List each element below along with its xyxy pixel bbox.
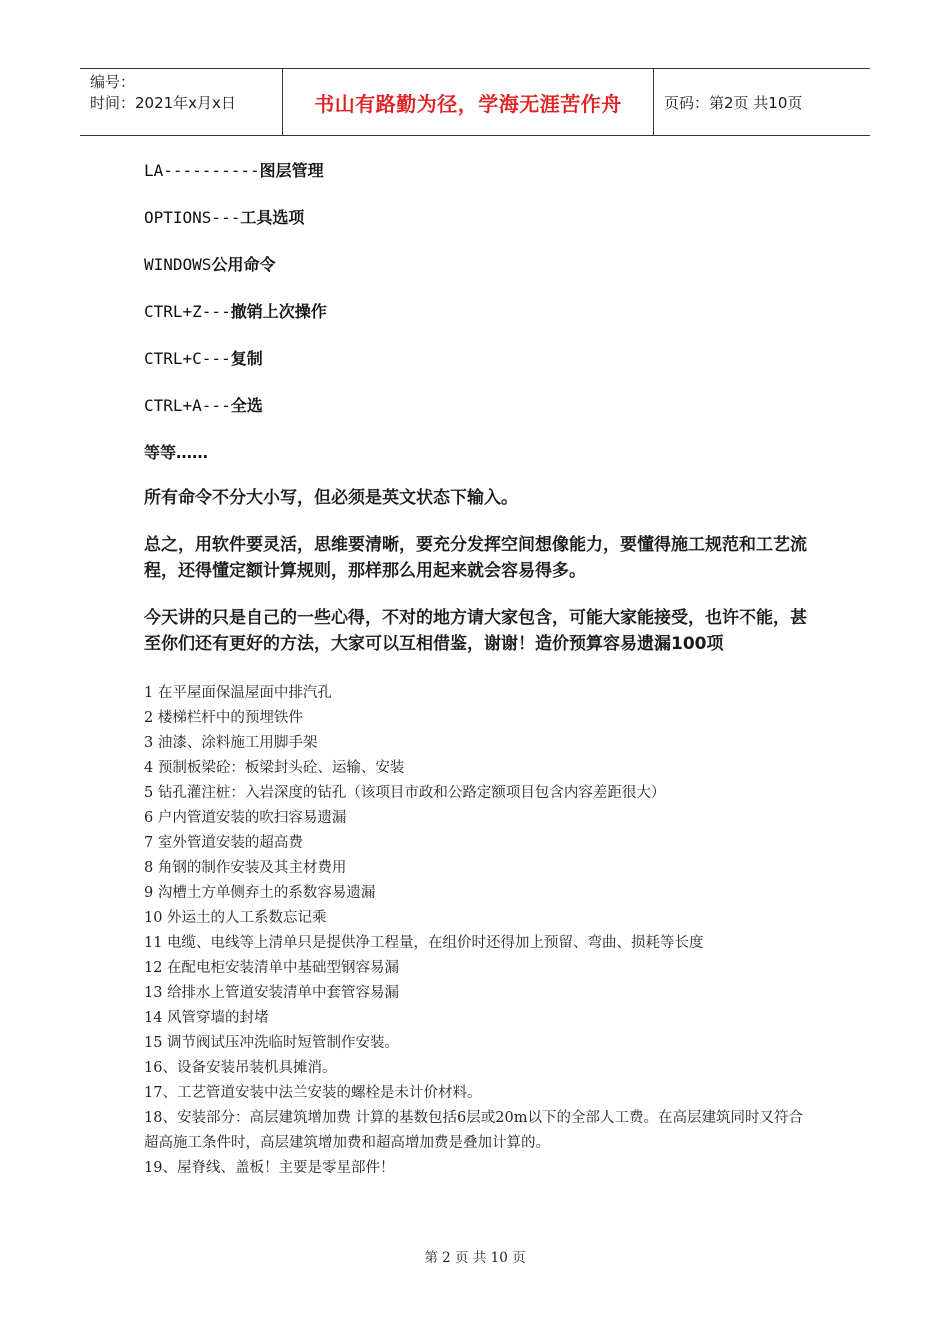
list-item: 13 给排水上管道安装清单中套管容易漏	[144, 985, 400, 1001]
command-code: CTRL+C---	[144, 349, 231, 368]
header-page-label: 页码：第2页 共10页	[664, 93, 803, 112]
etc-text: 等等……	[144, 443, 209, 462]
list-item: 19、屋脊线、盖板！主要是零星部件！	[144, 1160, 395, 1176]
command-desc: 工具选项	[240, 208, 305, 227]
paragraph-case-note: 所有命令不分大小写，但必须是英文状态下输入。	[144, 488, 518, 508]
command-code: CTRL+A---	[144, 396, 231, 415]
list-item: 18、安装部分：高层建筑增加费 计算的基数包括6层或20m以下的全部人工费。在高层建筑同时又符合超高施工条件时，高层建筑增加费和超高增加费是叠加计算的。	[144, 1110, 803, 1151]
header-motto: 书山有路勤为径，学海无涯苦作舟	[282, 69, 654, 135]
command-code: CTRL+Z---	[144, 302, 231, 321]
command-line	[144, 203, 814, 250]
list-item: 11 电缆、电线等上清单只是提供净工程量，在组价时还得加上预留、弯曲、损耗等长度	[144, 935, 704, 951]
command-code: OPTIONS---	[144, 208, 241, 227]
list-item: 4 预制板梁砼：板梁封头砼、运输、安装	[144, 760, 405, 776]
list-item: 10 外运土的人工系数忘记乘	[144, 910, 327, 926]
command-desc: 复制	[230, 349, 263, 368]
list-item: 1 在平屋面保温屋面中排汽孔	[144, 685, 332, 701]
paragraph-summary: 总之，用软件要灵活，思维要清晰，要充分发挥空间想像能力，要懂得施工规范和工艺流程，还得懂定额计算规则，那样那么用起来就会容易得多。	[144, 535, 807, 581]
command-desc: 撤销上次操作	[230, 302, 327, 321]
list-item: 7 室外管道安装的超高费	[144, 835, 303, 851]
command-desc: 图层管理	[259, 161, 324, 180]
command-line	[144, 344, 814, 391]
document-date-label: 时间：2021年x月x日	[90, 94, 236, 112]
command-desc: 全选	[230, 396, 263, 415]
header-table	[80, 68, 870, 136]
command-line	[144, 250, 814, 297]
list-item: 6 户内管道安装的吹扫容易遗漏	[144, 810, 347, 826]
list-item: 14 风管穿墙的封堵	[144, 1010, 269, 1026]
command-line	[144, 297, 814, 344]
command-desc: 公用命令	[211, 255, 276, 274]
paragraph-closing: 今天讲的只是自己的一些心得，不对的地方请大家包含，可能大家能接受，也许不能，甚至你们还有更好的方法，大家可以互相借鉴，谢谢！造价预算容易遗漏100项	[144, 608, 807, 654]
command-line	[144, 391, 814, 438]
list-item: 17、工艺管道安装中法兰安装的螺栓是未计价材料。	[144, 1085, 482, 1101]
list-item: 15 调节阀试压冲洗临时短管制作安装。	[144, 1035, 400, 1051]
command-line	[144, 156, 814, 203]
list-item: 16、设备安装吊装机具摊消。	[144, 1060, 337, 1076]
list-item: 2 楼梯栏杆中的预埋铁件	[144, 710, 303, 726]
omission-list	[144, 681, 814, 1181]
command-code: LA----------	[144, 161, 260, 180]
list-item: 8 角钢的制作安装及其主材费用	[144, 860, 347, 876]
page-footer: 第 2 页 共 10 页	[424, 1250, 526, 1266]
header-left-cell	[80, 69, 282, 135]
page-content	[144, 156, 814, 1181]
document-number-label: 编号：	[90, 73, 136, 91]
list-item: 5 钻孔灌注桩：入岩深度的钻孔（该项目市政和公路定额项目包含内容差距很大）	[144, 785, 666, 801]
list-item: 9 沟槽土方单侧弃土的系数容易遗漏	[144, 885, 376, 901]
command-code: WINDOWS	[144, 255, 212, 274]
list-item: 12 在配电柜安装清单中基础型钢容易漏	[144, 960, 400, 976]
list-item: 3 油漆、涂料施工用脚手架	[144, 735, 318, 751]
